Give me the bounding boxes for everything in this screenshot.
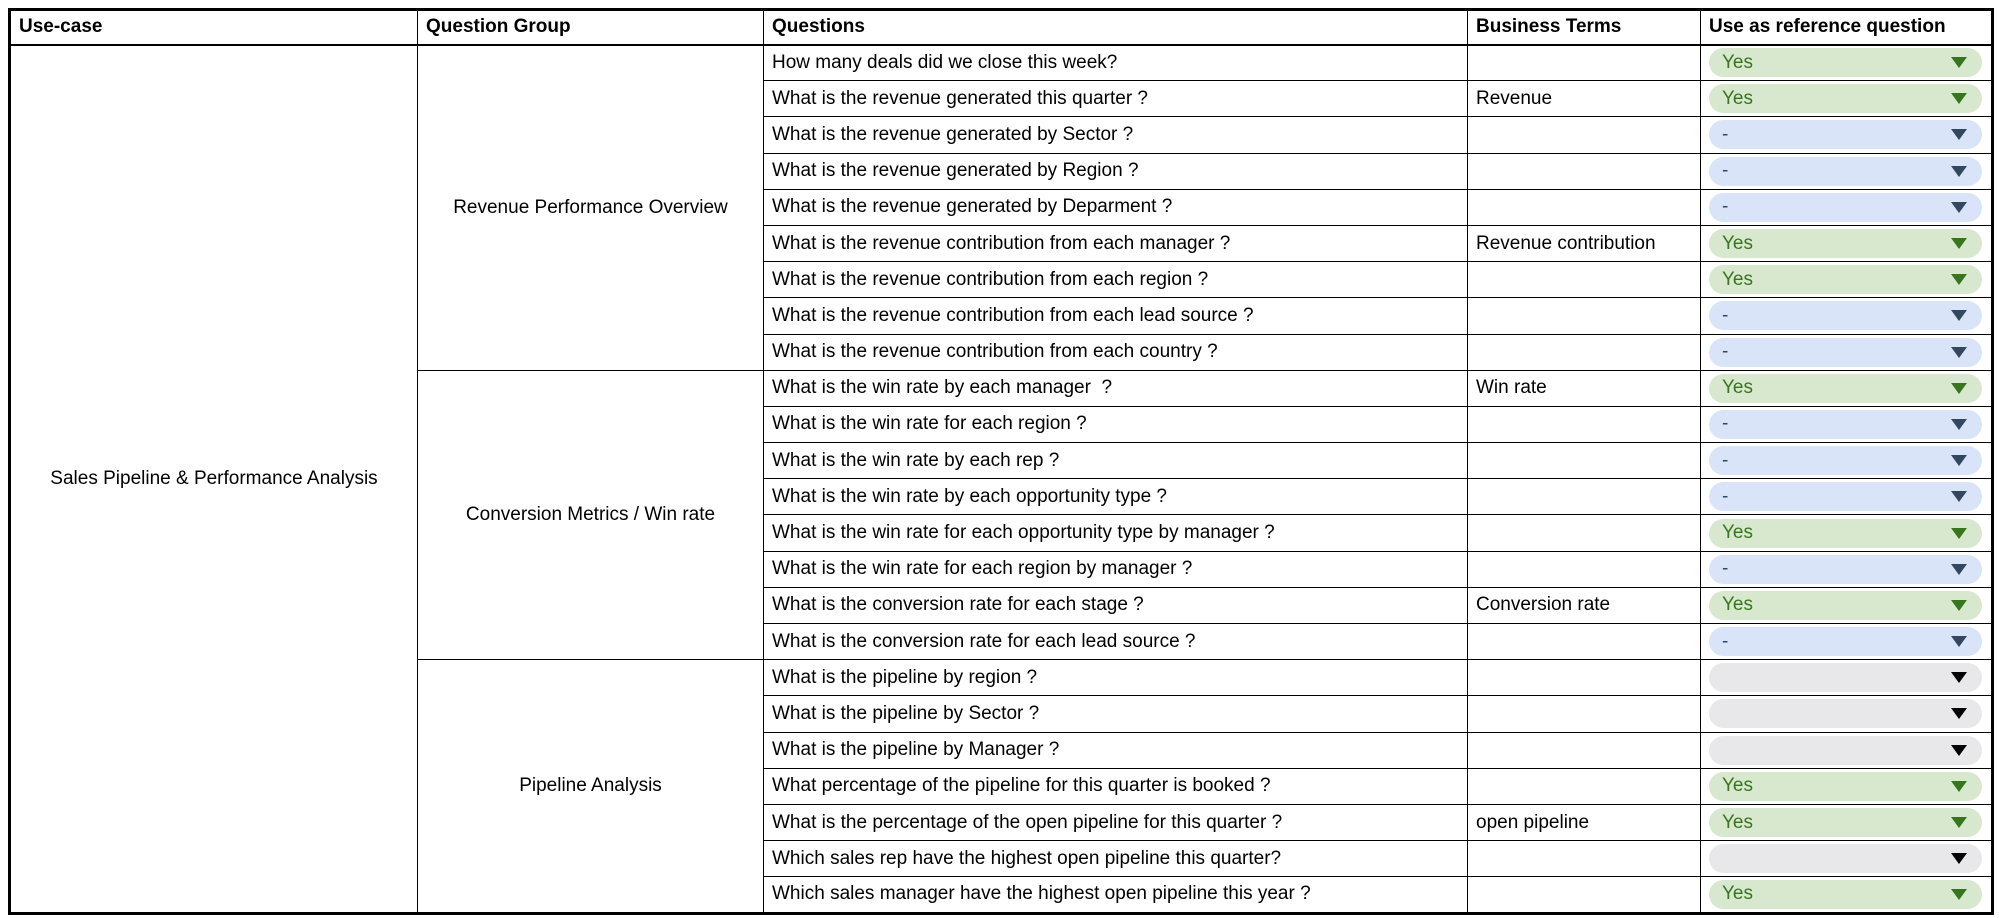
- business-term-cell[interactable]: Conversion rate: [1468, 587, 1701, 623]
- reference-dropdown[interactable]: [1709, 446, 1982, 475]
- question-cell[interactable]: What is the pipeline by region ?: [764, 660, 1468, 696]
- reference-dropdown-label: -: [1722, 413, 1729, 435]
- reference-dropdown-label: -: [1722, 449, 1729, 471]
- reference-cell[interactable]: [1701, 479, 1993, 515]
- reference-dropdown[interactable]: [1709, 519, 1982, 548]
- reference-dropdown-label: -: [1722, 485, 1729, 507]
- question-cell[interactable]: What is the pipeline by Manager ?: [764, 732, 1468, 768]
- reference-dropdown-label: Yes: [1722, 594, 1753, 616]
- reference-dropdown-label: Yes: [1722, 522, 1753, 544]
- reference-cell[interactable]: [1701, 406, 1993, 442]
- reference-dropdown[interactable]: [1709, 555, 1982, 584]
- reference-dropdown[interactable]: [1709, 772, 1982, 801]
- question-group-cell[interactable]: Revenue Performance Overview: [418, 45, 764, 371]
- reference-dropdown-label: Yes: [1722, 51, 1753, 73]
- business-term-cell[interactable]: [1468, 515, 1701, 551]
- question-cell[interactable]: What is the revenue contribution from each region ?: [764, 262, 1468, 298]
- question-cell[interactable]: What is the win rate by each opportunity type ?: [764, 479, 1468, 515]
- header-questions[interactable]: Questions: [764, 10, 1468, 45]
- chevron-down-icon: [1951, 455, 1967, 466]
- reference-dropdown[interactable]: [1709, 374, 1982, 403]
- reference-dropdown[interactable]: [1709, 410, 1982, 439]
- question-cell[interactable]: What is the conversion rate for each stage ?: [764, 587, 1468, 623]
- chevron-down-icon: [1951, 636, 1967, 647]
- chevron-down-icon: [1951, 129, 1967, 140]
- question-cell[interactable]: What is the revenue contribution from each country ?: [764, 334, 1468, 370]
- reference-dropdown-label: -: [1722, 341, 1729, 363]
- question-cell[interactable]: What is the conversion rate for each lead source ?: [764, 624, 1468, 660]
- business-term-cell[interactable]: [1468, 443, 1701, 479]
- business-term-cell[interactable]: [1468, 624, 1701, 660]
- reference-cell[interactable]: [1701, 81, 1993, 117]
- chevron-down-icon: [1951, 672, 1967, 683]
- table-row: [10, 45, 1993, 81]
- chevron-down-icon: [1951, 853, 1967, 864]
- question-cell[interactable]: What is the revenue contribution from each manager ?: [764, 225, 1468, 261]
- business-term-cell[interactable]: [1468, 262, 1701, 298]
- business-term-cell[interactable]: open pipeline: [1468, 804, 1701, 840]
- question-cell[interactable]: What is the win rate by each rep ?: [764, 443, 1468, 479]
- reference-dropdown-label: -: [1722, 160, 1729, 182]
- chevron-down-icon: [1951, 238, 1967, 249]
- reference-cell[interactable]: [1701, 515, 1993, 551]
- business-term-cell[interactable]: [1468, 877, 1701, 913]
- reference-dropdown[interactable]: [1709, 157, 1982, 186]
- business-term-cell[interactable]: [1468, 551, 1701, 587]
- chevron-down-icon: [1951, 93, 1967, 104]
- question-cell[interactable]: What is the percentage of the open pipeline for this quarter ?: [764, 804, 1468, 840]
- reference-dropdown[interactable]: [1709, 229, 1982, 258]
- question-cell[interactable]: What is the revenue contribution from each lead source ?: [764, 298, 1468, 334]
- question-cell[interactable]: What is the win rate for each opportunity type by manager ?: [764, 515, 1468, 551]
- reference-dropdown[interactable]: [1709, 627, 1982, 656]
- reference-dropdown[interactable]: [1709, 338, 1982, 367]
- reference-cell[interactable]: [1701, 877, 1993, 913]
- reference-cell[interactable]: [1701, 370, 1993, 406]
- question-group-cell[interactable]: Pipeline Analysis: [418, 660, 764, 913]
- reference-cell[interactable]: [1701, 587, 1993, 623]
- question-cell[interactable]: What is the pipeline by Sector ?: [764, 696, 1468, 732]
- reference-dropdown-label: Yes: [1722, 232, 1753, 254]
- question-cell[interactable]: What is the revenue generated by Deparment ?: [764, 189, 1468, 225]
- reference-dropdown-label: -: [1722, 304, 1729, 326]
- reference-cell[interactable]: [1701, 45, 1993, 81]
- business-term-cell[interactable]: [1468, 660, 1701, 696]
- business-term-cell[interactable]: [1468, 45, 1701, 81]
- reference-dropdown[interactable]: [1709, 120, 1982, 149]
- question-cell[interactable]: What is the revenue generated by Sector ?: [764, 117, 1468, 153]
- question-cell[interactable]: Which sales rep have the highest open pipeline this quarter?: [764, 841, 1468, 877]
- chevron-down-icon: [1951, 202, 1967, 213]
- chevron-down-icon: [1951, 419, 1967, 430]
- reference-dropdown[interactable]: [1709, 482, 1982, 511]
- business-term-cell[interactable]: [1468, 117, 1701, 153]
- reference-dropdown-label: -: [1722, 196, 1729, 218]
- chevron-down-icon: [1951, 166, 1967, 177]
- chevron-down-icon: [1951, 600, 1967, 611]
- reference-cell[interactable]: [1701, 443, 1993, 479]
- reference-dropdown[interactable]: [1709, 736, 1982, 765]
- reference-dropdown-label: Yes: [1722, 377, 1753, 399]
- business-term-cell[interactable]: [1468, 479, 1701, 515]
- reference-cell[interactable]: [1701, 660, 1993, 696]
- chevron-down-icon: [1951, 528, 1967, 539]
- reference-cell[interactable]: [1701, 732, 1993, 768]
- reference-dropdown[interactable]: [1709, 301, 1982, 330]
- reference-cell[interactable]: [1701, 551, 1993, 587]
- reference-cell[interactable]: [1701, 225, 1993, 261]
- header-use-as-reference[interactable]: Use as reference question: [1701, 10, 1993, 45]
- question-cell[interactable]: What is the win rate for each region by manager ?: [764, 551, 1468, 587]
- business-term-cell[interactable]: [1468, 189, 1701, 225]
- business-term-cell[interactable]: Revenue contribution: [1468, 225, 1701, 261]
- header-row: [10, 10, 1993, 45]
- questions-table: [8, 8, 1994, 915]
- reference-dropdown-label: Yes: [1722, 811, 1753, 833]
- chevron-down-icon: [1951, 347, 1967, 358]
- chevron-down-icon: [1951, 781, 1967, 792]
- chevron-down-icon: [1951, 274, 1967, 285]
- use-case-cell[interactable]: Sales Pipeline & Performance Analysis: [10, 45, 418, 914]
- business-term-cell[interactable]: [1468, 334, 1701, 370]
- question-cell[interactable]: How many deals did we close this week?: [764, 45, 1468, 81]
- question-cell[interactable]: What is the win rate by each manager ?: [764, 370, 1468, 406]
- reference-cell[interactable]: [1701, 298, 1993, 334]
- reference-dropdown[interactable]: [1709, 663, 1982, 692]
- reference-dropdown-label: Yes: [1722, 87, 1753, 109]
- reference-dropdown[interactable]: [1709, 808, 1982, 837]
- header-business-terms[interactable]: Business Terms: [1468, 10, 1701, 45]
- reference-dropdown[interactable]: [1709, 699, 1982, 728]
- business-term-cell[interactable]: [1468, 406, 1701, 442]
- chevron-down-icon: [1951, 745, 1967, 756]
- question-cell[interactable]: What percentage of the pipeline for this quarter is booked ?: [764, 768, 1468, 804]
- chevron-down-icon: [1951, 817, 1967, 828]
- reference-dropdown-label: Yes: [1722, 883, 1753, 905]
- header-use-case[interactable]: Use-case: [10, 10, 418, 45]
- reference-dropdown-label: -: [1722, 630, 1729, 652]
- reference-dropdown[interactable]: [1709, 48, 1982, 77]
- reference-cell[interactable]: [1701, 262, 1993, 298]
- business-term-cell[interactable]: [1468, 696, 1701, 732]
- reference-cell[interactable]: [1701, 189, 1993, 225]
- question-cell[interactable]: What is the win rate for each region ?: [764, 406, 1468, 442]
- business-term-cell[interactable]: Revenue: [1468, 81, 1701, 117]
- question-group-cell[interactable]: Conversion Metrics / Win rate: [418, 370, 764, 660]
- chevron-down-icon: [1951, 383, 1967, 394]
- reference-dropdown[interactable]: [1709, 844, 1982, 873]
- reference-cell[interactable]: [1701, 804, 1993, 840]
- business-term-cell[interactable]: [1468, 732, 1701, 768]
- reference-dropdown-label: -: [1722, 558, 1729, 580]
- chevron-down-icon: [1951, 310, 1967, 321]
- business-term-cell[interactable]: [1468, 298, 1701, 334]
- chevron-down-icon: [1951, 708, 1967, 719]
- reference-dropdown[interactable]: [1709, 591, 1982, 620]
- header-question-group[interactable]: Question Group: [418, 10, 764, 45]
- reference-cell[interactable]: [1701, 696, 1993, 732]
- reference-dropdown[interactable]: [1709, 265, 1982, 294]
- chevron-down-icon: [1951, 491, 1967, 502]
- reference-dropdown[interactable]: [1709, 84, 1982, 113]
- reference-cell[interactable]: [1701, 117, 1993, 153]
- question-cell[interactable]: What is the revenue generated this quarter ?: [764, 81, 1468, 117]
- business-term-cell[interactable]: Win rate: [1468, 370, 1701, 406]
- reference-cell[interactable]: [1701, 624, 1993, 660]
- reference-cell[interactable]: [1701, 334, 1993, 370]
- reference-dropdown-label: Yes: [1722, 775, 1753, 797]
- reference-dropdown-label: Yes: [1722, 268, 1753, 290]
- reference-dropdown[interactable]: [1709, 880, 1982, 909]
- chevron-down-icon: [1951, 57, 1967, 68]
- question-cell[interactable]: Which sales manager have the highest open pipeline this year ?: [764, 877, 1468, 913]
- business-term-cell[interactable]: [1468, 153, 1701, 189]
- reference-cell[interactable]: [1701, 768, 1993, 804]
- reference-dropdown[interactable]: [1709, 193, 1982, 222]
- question-cell[interactable]: What is the revenue generated by Region ?: [764, 153, 1468, 189]
- chevron-down-icon: [1951, 564, 1967, 575]
- business-term-cell[interactable]: [1468, 768, 1701, 804]
- chevron-down-icon: [1951, 889, 1967, 900]
- reference-cell[interactable]: [1701, 153, 1993, 189]
- reference-dropdown-label: -: [1722, 123, 1729, 145]
- reference-cell[interactable]: [1701, 841, 1993, 877]
- business-term-cell[interactable]: [1468, 841, 1701, 877]
